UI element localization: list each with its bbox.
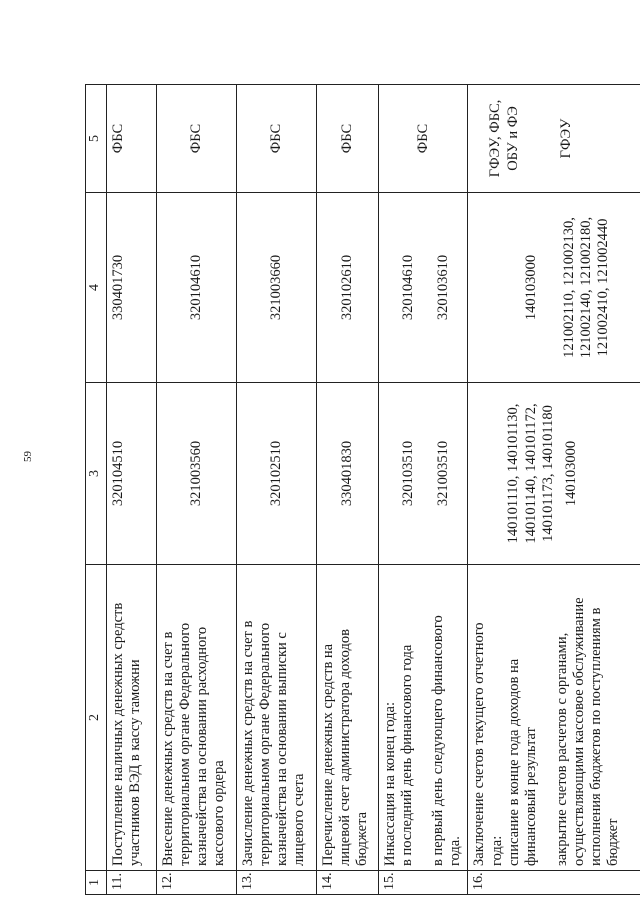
row-number: 16. [468, 871, 640, 895]
credit-account: 140103000 121002110, 121002130, 121002140, 121002180, 121002410, 121002440 [468, 193, 640, 383]
table-row [379, 85, 468, 895]
column-header: 2 [86, 565, 107, 871]
debit-account: 330401830 [317, 383, 379, 565]
table-row [468, 85, 640, 895]
accounting-entries-table [85, 84, 640, 895]
table-row [157, 85, 237, 895]
row-number: 14. [317, 871, 379, 895]
page-number: 59 [22, 451, 34, 462]
responsible-units: ФБС [107, 85, 157, 193]
operation-description: Перечисление денежных средств на лицевой счет администратора доходов бюджета [317, 565, 379, 871]
column-header: 4 [86, 193, 107, 383]
operation-description: Поступление наличных денежных средств участников ВЭД в кассу таможни [107, 565, 157, 871]
debit-account: 320103510 321003510 [379, 383, 468, 565]
column-header: 3 [86, 383, 107, 565]
credit-account: 321003660 [237, 193, 317, 383]
responsible-units: ФБС [317, 85, 379, 193]
credit-account: 330401730 [107, 193, 157, 383]
debit-account: 321003560 [157, 383, 237, 565]
column-header: 1 [86, 871, 107, 895]
credit-account: 320104610 320103610 [379, 193, 468, 383]
debit-account: 320104510 [107, 383, 157, 565]
row-number: 13. [237, 871, 317, 895]
column-header: 5 [86, 85, 107, 193]
row-number: 11. [107, 871, 157, 895]
credit-account: 320102610 [317, 193, 379, 383]
table-row [317, 85, 379, 895]
responsible-units: ФБС [157, 85, 237, 193]
table-row [107, 85, 157, 895]
row-number: 15. [379, 871, 468, 895]
debit-account: 320102510 [237, 383, 317, 565]
operation-description: Зачисление денежных средств на счет в территориальном органе Федерального казначейства на основании выписки с лицевого счета [237, 565, 317, 871]
operation-description: Заключение счетов текущего отчетного года: списание в конце года доходов на финансовый результат закрытие счетов расчетов с органами, осуществляющими кассовое обслуживание исполнения бюджетов по поступлениям в бюджет [468, 565, 640, 871]
table-row [237, 85, 317, 895]
operation-description: Внесение денежных средств на счет в территориальном органе Федерального казначейства на основании расходного кассового ордера [157, 565, 237, 871]
debit-account: 140101110, 140101130, 140101140, 140101172, 140101173, 140101180 140103000 [468, 383, 640, 565]
credit-account: 320104610 [157, 193, 237, 383]
responsible-units: ФБС [237, 85, 317, 193]
rotated-page [85, 85, 640, 895]
responsible-units: ФБС [379, 85, 468, 193]
operation-description: Инкассация на конец года: в последний день финансового года в первый день следующего финансового года. [379, 565, 468, 871]
row-number: 12. [157, 871, 237, 895]
responsible-units: ГФЭУ, ФБС, ОБУ и ФЭ ГФЭУ [468, 85, 640, 193]
header-row [86, 85, 107, 895]
